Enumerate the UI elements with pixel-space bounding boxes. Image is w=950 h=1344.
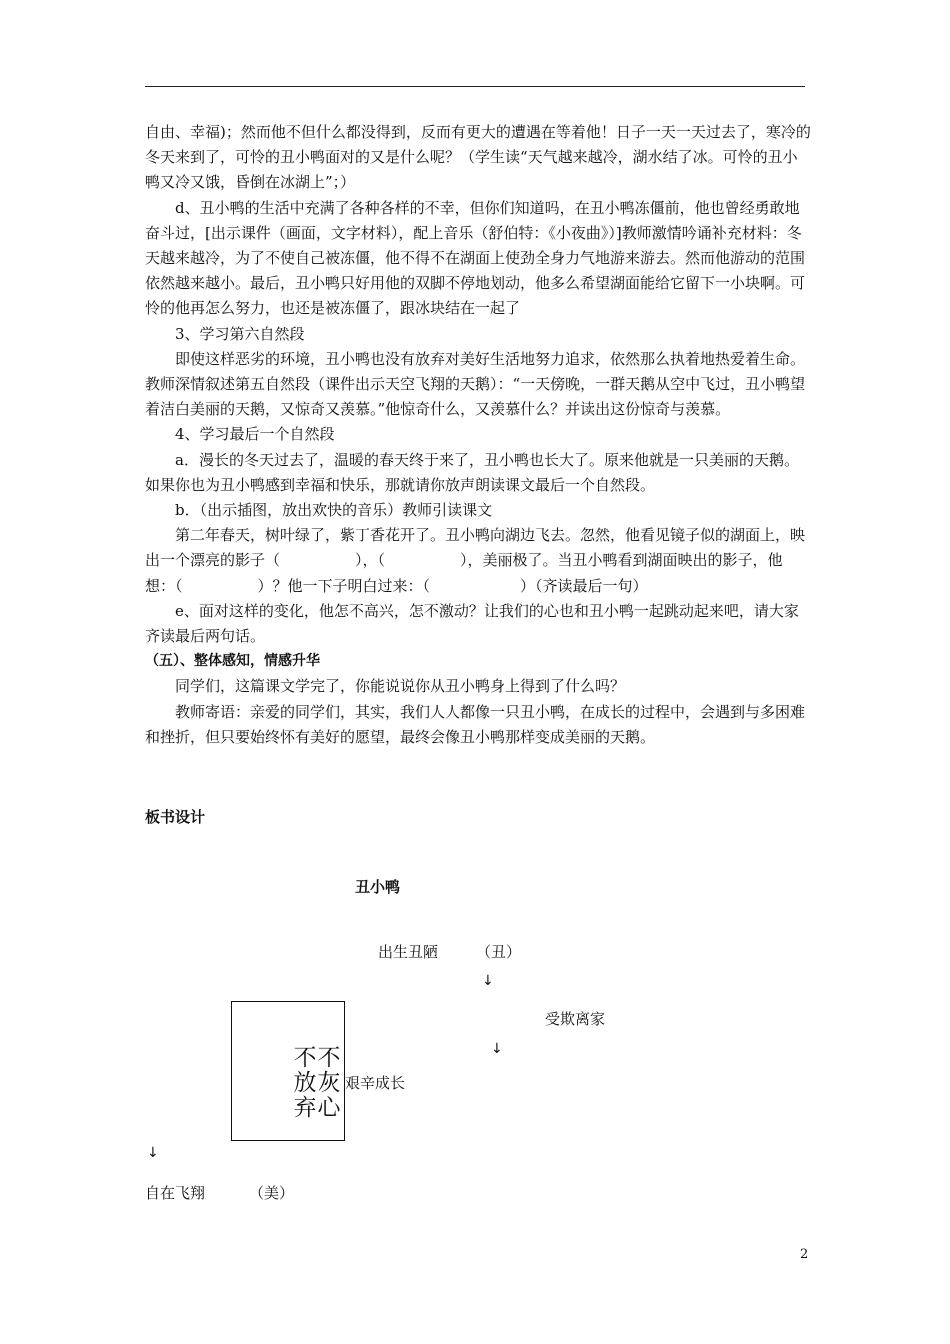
board-hardship: 艰辛成长 <box>345 1074 406 1092</box>
section-heading: 4、学习最后一个自然段 <box>175 425 335 444</box>
board-title: 丑小鸭 <box>355 878 401 896</box>
board-free-tag: （美） <box>249 1184 295 1202</box>
section-heading: （五）、整体感知，情感升华 <box>145 653 320 670</box>
paragraph: 教师寄语：亲爱的同学们，其实，我们人人都像一只丑小鸭，在成长的过程中，会遇到与多困难和挫折，但只要始终怀有美好的愿望，最终会像丑小鸭那样变成美丽的天鹅。 <box>145 702 806 746</box>
lesson-body <box>145 120 811 750</box>
paragraph: 第二年春天，树叶绿了，紫丁香花开了。丑小鸭向湖边飞去。忽然，他看见镜子似的湖面上，映出一个漂亮的影子（ ），（ ），美丽极了。当丑小鸭看到湖面映出的影子，他想：（ ）？他一下子明白过来：（ ）（齐读最后一句） <box>145 526 806 595</box>
board-birth: 出生丑陋 <box>378 943 439 961</box>
header-rule <box>145 86 805 87</box>
paragraph: d、丑小鸭的生活中充满了各种各样的不幸，但你们知道吗，在丑小鸭冻僵前，他也曾经勇敢地奋斗过，[出示课件（画面，文字材料），配上音乐（舒伯特：《小夜曲》）]教师激情吟诵补充材料：冬天越来越冷，为了不使自己被冻僵，他不得不在湖面上使劲全身力气地游来游去。然而他游动的范围依然越来越小。最后，丑小鸭只好用他的双脚不停地划动，他多么希望湖面能给它留下一小块啊。可怜的他再怎么努力，也还是被冻僵了，跟冰块结在一起了 <box>145 198 806 318</box>
down-arrow-icon: ↓ <box>147 1145 159 1161</box>
paragraph: 同学们，这篇课文学完了，你能说说你从丑小鸭身上得到了什么吗？ <box>175 677 626 696</box>
section-heading: 3、学习第六自然段 <box>175 324 305 343</box>
paragraph: 自由、幸福)；然而他不但什么都没得到，反而有更大的遭遇在等着他！日子一天一天过去了，寒冷的冬天来到了，可怜的丑小鸭面对的又是什么呢？（学生读“天气越来越冷，湖水结了冰。可怜的丑小鸭又冷又饿，昏倒在冰湖上”；） <box>145 123 811 192</box>
down-arrow-icon: ↓ <box>482 973 494 989</box>
paragraph: b．（出示插图，放出欢快的音乐）教师引读课文 <box>175 501 493 520</box>
box-column-hope: 不灰心 <box>317 1045 341 1121</box>
paragraph: a．漫长的冬天过去了，温暖的春天终于来了，丑小鸭也长大了。原来他就是一只美丽的天鹅。如果你也为丑小鸭感到幸福和快乐，那就请你放声朗读课文最后一个自然段。 <box>145 450 799 494</box>
board-birth-tag: （丑） <box>476 943 522 961</box>
paragraph: 即使这样恶劣的环境，丑小鸭也没有放弃对美好生活地努力追求，依然那么执着地热爱着生命。教师深情叙述第五自然段（课件出示天空飞翔的天鹅）：“一天傍晚，一群天鹅从空中飞过，丑小鸭望着洁白美丽的天鹅，又惊奇又羡慕。”他惊奇什么，又羡慕什么？并读出这份惊奇与羡慕。 <box>145 349 806 419</box>
paragraph: e、面对这样的变化，他怎不高兴，怎不激动？让我们的心也和丑小鸭一起跳动起来吧，请大家齐读最后两句话。 <box>145 601 799 646</box>
box-column-persist: 不放弃 <box>293 1045 317 1121</box>
down-arrow-icon: ↓ <box>491 1041 503 1057</box>
board-bullied: 受欺离家 <box>545 1010 606 1028</box>
board-free: 自在飞翔 <box>145 1184 206 1202</box>
page-number: 2 <box>800 1247 809 1262</box>
board-design-heading: 板书设计 <box>145 808 206 826</box>
